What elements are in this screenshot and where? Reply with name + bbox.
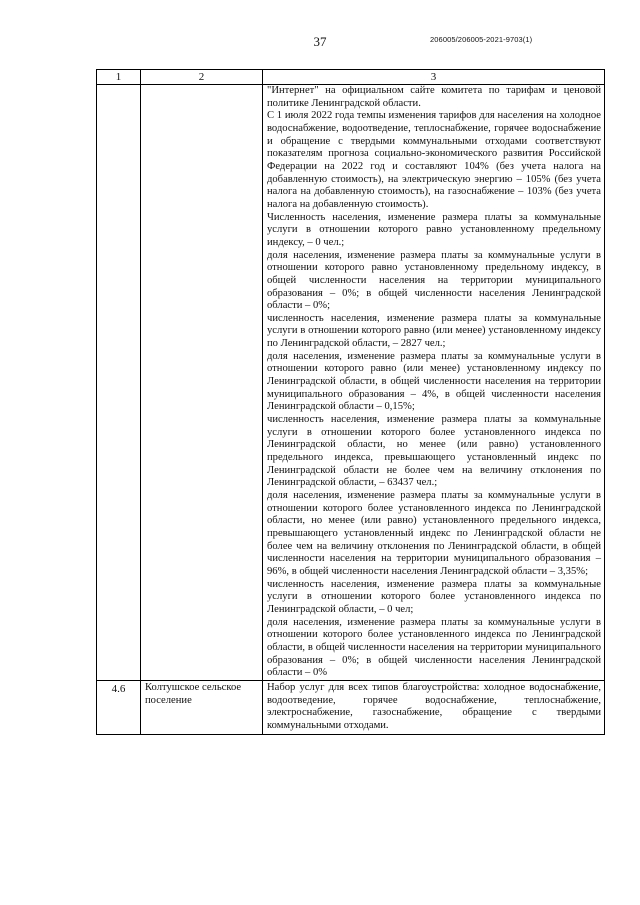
paragraph: "Интернет" на официальном сайте комитета по тарифам и ценовой политике Ленинградской области. — [267, 85, 601, 109]
paragraph: Численность населения, изменение размера платы за коммунальные услуги в отношении которого равно установленному предельному индексу, – 0 чел.; — [267, 211, 601, 248]
table-row — [97, 85, 605, 681]
header-col-1: 1 — [97, 70, 141, 85]
header-col-3: 3 — [263, 70, 605, 85]
document-id: 206005/206005-2021-9703(1) — [430, 35, 533, 44]
table-row — [97, 680, 605, 735]
row-name-cell — [141, 680, 263, 735]
row-description-cell — [263, 85, 605, 681]
paragraph: доля населения, изменение размера платы за коммунальные услуги в отношении которого равно установленному предельному индексу, в общей численности населения на территории муниципального образования – 0%; в общей численности населения Ленинградской области – 0%; — [267, 249, 601, 312]
row-number-cell — [97, 85, 141, 681]
paragraph: численность населения, изменение размера платы за коммунальные услуги в отношении которого более установленного индекса по Ленинградской области, но менее (или равно) установленного предельного индекса, превышающего установленный индекс по Ленинградской области не более чем на величину отклонения по Ленинградской области, – 63437 чел.; — [267, 414, 601, 489]
row-description-cell — [263, 680, 605, 735]
paragraph: доля населения, изменение размера платы за коммунальные услуги в отношении которого более установленного индекса по Ленинградской области, но менее (или равно) установленного предельного индекса, превышающего установленный индекс по Ленинградской области не более чем на величину отклонения по Ленинградской области, в общей численности населения на территории муниципального образования – 96%, в общей численности населения Ленинградской области – 3,35%; — [267, 490, 601, 577]
description-text — [263, 85, 604, 680]
paragraph: численность населения, изменение размера платы за коммунальные услуги в отношении которого более установленного индекса по Ленинградской области, – 0 чел; — [267, 578, 601, 615]
page-number: 37 — [313, 34, 327, 49]
tariff-table — [96, 69, 605, 735]
table-header-row — [97, 70, 605, 85]
row-number: 4.6 — [111, 682, 126, 695]
header-col-2: 2 — [141, 70, 263, 85]
row-number-cell — [97, 680, 141, 735]
paragraph: С 1 июля 2022 года темпы изменения тарифов для населения на холодное водоснабжение, водоотведение, теплоснабжение, горячее водоснабжение и обращение с твердыми коммунальными отходами соответствуют показателям прогноза социально-экономического развития Российской Федерации на 2022 год и составляют 104% (без учета налога на добавленную стоимость), на электрическую энергию – 105% (без учета налога на добавленную стоимость), на газоснабжение – 103% (без учета налога на добавленную стоимость). — [267, 110, 601, 210]
description-text: Набор услуг для всех типов благоустройства: холодное водоснабжение, водоотведение, горячее водоснабжение, теплоснабжение, электроснабжение, газоснабжение, обращение с твердыми коммунальными отходами. — [267, 681, 601, 731]
paragraph: доля населения, изменение размера платы за коммунальные услуги в отношении которого более установленного индекса по Ленинградской области, в общей численности населения на территории муниципального образования – 0%; в общей численности населения Ленинградской области – 0% — [267, 616, 601, 679]
paragraph: численность населения, изменение размера платы за коммунальные услуги в отношении которого равно (или менее) установленному индексу по Ленинградской области, – 2827 чел.; — [267, 312, 601, 350]
municipality-name: Колтушское сельское поселение — [145, 681, 242, 706]
paragraph: доля населения, изменение размера платы за коммунальные услуги в отношении которого равно (или менее) установленному индексу по Ленинградской области, в общей численности населения на территории муниципального образования – 4%, в общей численности населения Ленинградской области – 0,15%; — [267, 350, 601, 413]
row-name-cell — [141, 85, 263, 681]
